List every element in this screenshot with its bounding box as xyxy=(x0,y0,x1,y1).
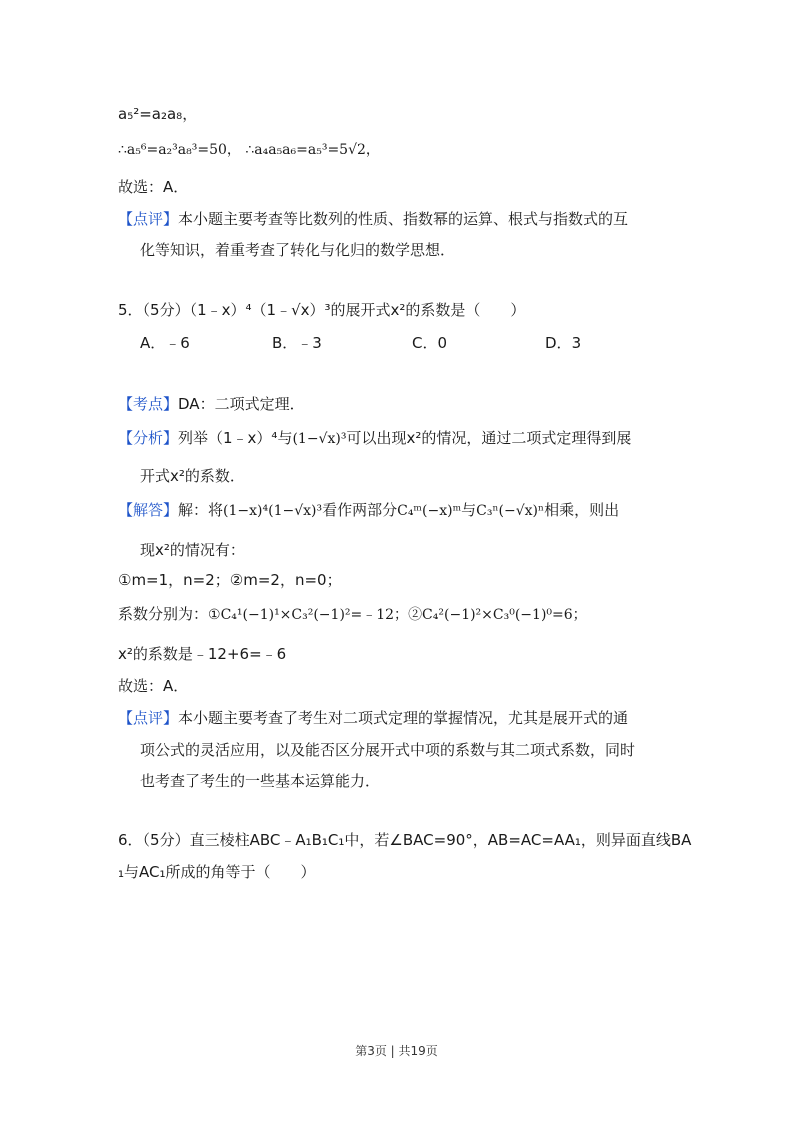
q5-fenxi-line1 xyxy=(118,428,631,449)
q5-jieda-line2: 现x²的情况有： xyxy=(140,541,245,559)
q5-sum: x²的系数是﹣12+6=﹣6 xyxy=(118,645,287,663)
q5-coef-line xyxy=(118,604,587,625)
q4-comment-text1: 本小题主要考查等比数列的性质、指数幂的运算、根式与指数式的互 xyxy=(178,210,629,228)
q5-fenxi-text1c: 可以出现x²的情况，通过二项式定理得到展 xyxy=(346,429,632,447)
q5-stem-prefix: 5．（5分） xyxy=(118,301,190,319)
q5-comment-line2: 项公式的灵活应用，以及能否区分展开式中项的系数与其二项式系数，同时 xyxy=(140,741,636,759)
q5-stem-expr: （1﹣x）⁴（1﹣√x）³ xyxy=(189,301,331,319)
q4-comment-line2: 化等知识，着重考查了转化与化归的数学思想． xyxy=(140,241,456,259)
q5-jieda-tag: 【解答】 xyxy=(118,501,179,519)
q5-stem xyxy=(118,300,525,320)
q5-option-a xyxy=(140,333,190,353)
q5-jieda-expr1: (1−x)⁴(1−√x)³ xyxy=(223,503,323,519)
q5-answer: 故选：A． xyxy=(118,677,189,695)
q5-jieda-c: 看作两部分 xyxy=(322,501,398,519)
q5-fenxi-tag: 【分析】 xyxy=(118,429,179,447)
q4-eq2 xyxy=(118,140,380,160)
page-footer: 第3页 | 共19页 xyxy=(355,1044,438,1058)
q4-answer: 故选：A． xyxy=(118,178,189,196)
option-value: 0 xyxy=(437,334,448,352)
q5-comment-tag: 【点评】 xyxy=(118,709,179,727)
option-value: ﹣3 xyxy=(297,334,322,352)
q6-stem-line1: 6．（5分）直三棱柱ABC﹣A₁B₁C₁中，若∠BAC=90°，AB=AC=AA₁，则异面直线BA xyxy=(118,831,692,849)
q5-option-c xyxy=(412,333,447,353)
q4-comment-line1 xyxy=(118,209,628,229)
q5-jieda-g: 相乘，则出 xyxy=(544,501,620,519)
q5-cases: ①m=1，n=2；②m=2，n=0； xyxy=(118,571,342,589)
q5-jieda-line1 xyxy=(118,500,619,521)
q4-eq2-part1: ∴a₅⁶=a₂³a₈³=50， xyxy=(118,142,241,158)
q5-option-b xyxy=(272,333,322,353)
q5-comment-text1: 本小题主要考查了考生对二项式定理的掌握情况，尤其是展开式的通 xyxy=(178,709,629,727)
option-label: A． xyxy=(140,334,166,352)
q5-stem-suffix: 的展开式x²的系数是（ ） xyxy=(330,301,526,319)
q5-jieda-expr2: C₄ᵐ(−x)ᵐ xyxy=(397,503,462,519)
q5-fenxi-text1a: 列举（1﹣x）⁴与 xyxy=(178,429,293,447)
option-value: ﹣6 xyxy=(165,334,190,352)
q5-comment-line3: 也考查了考生的一些基本运算能力． xyxy=(140,772,381,790)
option-value: 3 xyxy=(571,334,582,352)
option-label: B． xyxy=(272,334,298,352)
q5-kaodian-text: DA：二项式定理． xyxy=(178,395,305,413)
q5-kaodian-tag: 【考点】 xyxy=(118,395,179,413)
q5-jieda-expr3: C₃ⁿ(−√x)ⁿ xyxy=(476,503,545,519)
q5-comment-line1 xyxy=(118,708,628,728)
q5-coef-prefix: 系数分别为： xyxy=(118,605,209,623)
option-label: C． xyxy=(412,334,438,352)
q5-kaodian xyxy=(118,394,305,414)
q4-eq1: a₅²=a₂a₈， xyxy=(118,105,198,123)
q6-stem-line2: ₁与AC₁所成的角等于（ ） xyxy=(118,863,316,881)
option-label: D． xyxy=(545,334,572,352)
q5-jieda-a: 解：将 xyxy=(178,501,224,519)
q4-comment-tag: 【点评】 xyxy=(118,210,179,228)
q5-fenxi-expr: (1−√x)³ xyxy=(292,431,347,447)
q5-coef-1: ①C₄¹(−1)¹×C₃²(−1)²=﹣12； xyxy=(208,607,409,623)
q5-fenxi-line2: 开式x²的系数． xyxy=(140,467,245,485)
q5-jieda-e: 与 xyxy=(461,501,477,519)
q4-eq2-part2: ∴a₄a₅a₆=a₅³=5√2， xyxy=(245,142,380,158)
q5-coef-2: ②C₄²(−1)²×C₃⁰(−1)⁰=6； xyxy=(408,607,587,623)
q5-option-d xyxy=(545,333,581,353)
